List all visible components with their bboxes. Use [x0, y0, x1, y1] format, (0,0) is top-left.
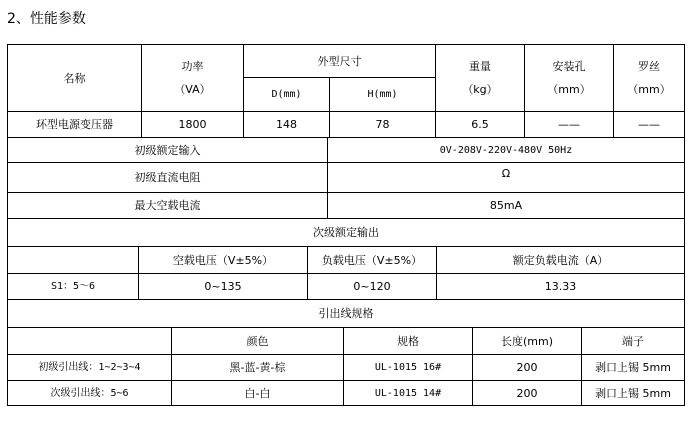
primary-table — [7, 137, 685, 219]
secondary-load-voltage: 0~120 — [308, 274, 437, 300]
lead-name: 初级引出线：1~2~3~4 — [8, 355, 172, 381]
section-heading: 2、性能参数 — [7, 11, 86, 27]
header-mount-hole — [525, 45, 614, 112]
cell-d: 148 — [244, 112, 330, 138]
cell-mount-hole: —— — [525, 112, 614, 138]
header-dimensions: 外型尺寸 — [244, 45, 436, 78]
header-mount-hole-unit: （mm） — [547, 83, 591, 96]
header-load-current: 额定负载电流（A） — [437, 247, 685, 274]
leads-title: 引出线规格 — [8, 300, 685, 328]
header-weight-label: 重量 — [469, 60, 491, 73]
lead-color: 白-白 — [172, 381, 344, 406]
lead-spec: UL-1015 14# — [344, 381, 473, 406]
header-noload-voltage: 空载电压（V±5%） — [139, 247, 308, 274]
header-screw-label: 罗丝 — [638, 60, 660, 73]
header-power-unit: （VA） — [174, 83, 211, 96]
header-terminal: 端子 — [582, 328, 685, 355]
noload-current-label: 最大空载电流 — [8, 193, 328, 219]
header-power — [142, 45, 244, 112]
lead-length: 200 — [473, 355, 582, 381]
primary-input-value: 0V-208V-220V-480V 50Hz — [328, 138, 685, 163]
performance-parameters-sheet — [7, 44, 684, 406]
leads-header-blank — [8, 328, 172, 355]
header-name: 名称 — [8, 45, 142, 112]
table-row — [8, 355, 685, 381]
table-row — [8, 274, 685, 300]
table-row — [8, 112, 685, 138]
cell-h: 78 — [330, 112, 436, 138]
secondary-noload-voltage: 0~135 — [139, 274, 308, 300]
lead-color: 黑-蓝-黄-棕 — [172, 355, 344, 381]
cell-name: 环型电源变压器 — [8, 112, 142, 138]
header-mount-hole-label: 安装孔 — [552, 60, 586, 73]
lead-name: 次级引出线：5~6 — [8, 381, 172, 406]
header-load-voltage: 负载电压（V±5%） — [308, 247, 437, 274]
secondary-name: S1：5～6 — [8, 274, 139, 300]
primary-resistance-value: Ω — [328, 163, 685, 193]
header-screw-unit: （mm） — [627, 83, 671, 96]
table-row — [8, 381, 685, 406]
header-color: 颜色 — [172, 328, 344, 355]
leads-table — [7, 299, 685, 406]
secondary-title: 次级额定输出 — [8, 219, 685, 247]
noload-current-value: 85mA — [328, 193, 685, 219]
spec-table — [7, 44, 685, 138]
lead-terminal: 剥口上锡 5mm — [582, 355, 685, 381]
header-weight-unit: （kg） — [462, 83, 498, 96]
lead-terminal: 剥口上锡 5mm — [582, 381, 685, 406]
lead-length: 200 — [473, 381, 582, 406]
cell-screw: —— — [614, 112, 685, 138]
header-h: H(mm) — [330, 78, 436, 112]
header-weight — [436, 45, 525, 112]
lead-spec: UL-1015 16# — [344, 355, 473, 381]
header-d: D(mm) — [244, 78, 330, 112]
header-power-label: 功率 — [181, 60, 204, 73]
secondary-header-blank — [8, 247, 139, 274]
header-length: 长度(mm) — [473, 328, 582, 355]
secondary-load-current: 13.33 — [437, 274, 685, 300]
cell-power: 1800 — [142, 112, 244, 138]
header-screw — [614, 45, 685, 112]
primary-resistance-label: 初级直流电阻 — [8, 163, 328, 193]
cell-weight: 6.5 — [436, 112, 525, 138]
header-spec: 规格 — [344, 328, 473, 355]
secondary-table — [7, 218, 685, 300]
primary-input-label: 初级额定输入 — [8, 138, 328, 163]
